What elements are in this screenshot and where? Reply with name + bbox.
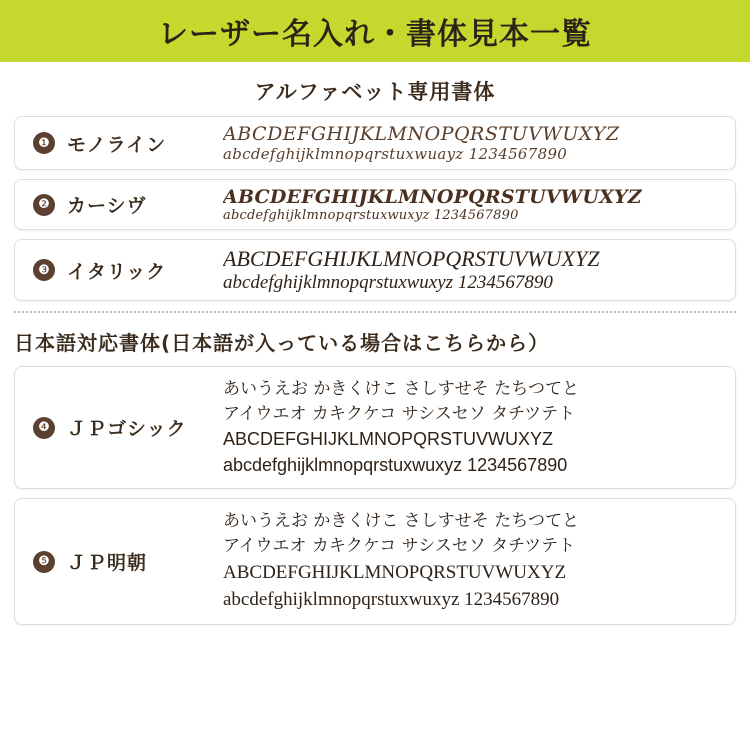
section-heading-japanese: 日本語対応書体(日本語が入っている場合はこちらから） — [14, 331, 550, 355]
font-row-jp-gothic[interactable] — [14, 366, 736, 489]
font-sample-jp-mincho — [223, 509, 727, 613]
font-row-label — [23, 130, 223, 157]
sample-uppercase: ABCDEFGHIJKLMNOPQRSTUVWUXYZ — [223, 123, 620, 145]
sample-katakana: アイウエオ カキクケコ サシスセソ タチツテト — [223, 403, 576, 424]
sample-hiragana: あいうえお かきくけこ さしすせそ たちつてと — [223, 379, 580, 399]
page-title: レーザー名入れ・書体見本一覧 — [158, 17, 592, 52]
font-row-cursive[interactable] — [14, 179, 736, 230]
sample-uppercase: ABCDEFGHIJKLMNOPQRSTUVWUXYZ — [223, 246, 600, 271]
sample-lowercase-digits: abcdefghijklmnopqrstuxwuxyz 1234567890 — [223, 589, 560, 611]
japanese-font-list — [0, 366, 750, 625]
font-name-cursive: カーシヴ — [67, 195, 147, 217]
font-name-jp-gothic: ＪＰゴシック — [67, 418, 187, 441]
number-badge-2: ❷ — [33, 194, 55, 216]
font-row-label — [23, 257, 223, 284]
sample-lowercase-digits: abcdefghijklmnopqrstuxwuxyz 1234567890 — [223, 455, 568, 476]
font-sample-monoline — [223, 123, 727, 163]
alphabet-font-list — [0, 116, 750, 301]
font-row-label — [23, 191, 223, 218]
number-badge-5: ❺ — [33, 551, 55, 573]
sample-lowercase-digits: abcdefghijklmnopqrstuxwuayz 1234567890 — [223, 145, 568, 163]
number-badge-4: ❹ — [33, 417, 55, 439]
sample-uppercase: ABCDEFGHIJKLMNOPQRSTUVWUXYZ — [223, 186, 642, 208]
font-row-label — [23, 548, 223, 575]
font-row-label — [23, 414, 223, 441]
font-name-italic: イタリック — [67, 260, 167, 283]
sample-uppercase: ABCDEFGHIJKLMNOPQRSTUVWUXYZ — [223, 561, 567, 583]
sample-katakana: アイウエオ カキクケコ サシスセソ タチツテト — [223, 536, 576, 557]
number-badge-3: ❸ — [33, 259, 55, 281]
font-row-monoline[interactable] — [14, 116, 736, 170]
section-heading-alphabet: アルファベット専用書体 — [254, 80, 496, 104]
sample-uppercase: ABCDEFGHIJKLMNOPQRSTUVWUXYZ — [223, 429, 554, 450]
number-badge-1: ❶ — [33, 132, 55, 154]
font-row-jp-mincho[interactable] — [14, 498, 736, 624]
sample-hiragana: あいうえお かきくけこ さしすせそ たちつてと — [223, 511, 580, 532]
sample-lowercase-digits: abcdefghijklmnopqrstuxwuxyz 1234567890 — [223, 272, 553, 293]
font-sample-cursive — [223, 186, 727, 223]
font-sample-italic — [223, 246, 727, 294]
font-sample-jp-gothic — [223, 377, 727, 478]
font-name-jp-mincho: ＪＰ明朝 — [67, 552, 148, 575]
font-name-monoline: モノライン — [67, 133, 167, 156]
page-header — [0, 0, 750, 62]
font-row-italic[interactable] — [14, 239, 736, 301]
sample-lowercase-digits: abcdefghijklmnopqrstuxwuxyz 1234567890 — [223, 208, 519, 223]
